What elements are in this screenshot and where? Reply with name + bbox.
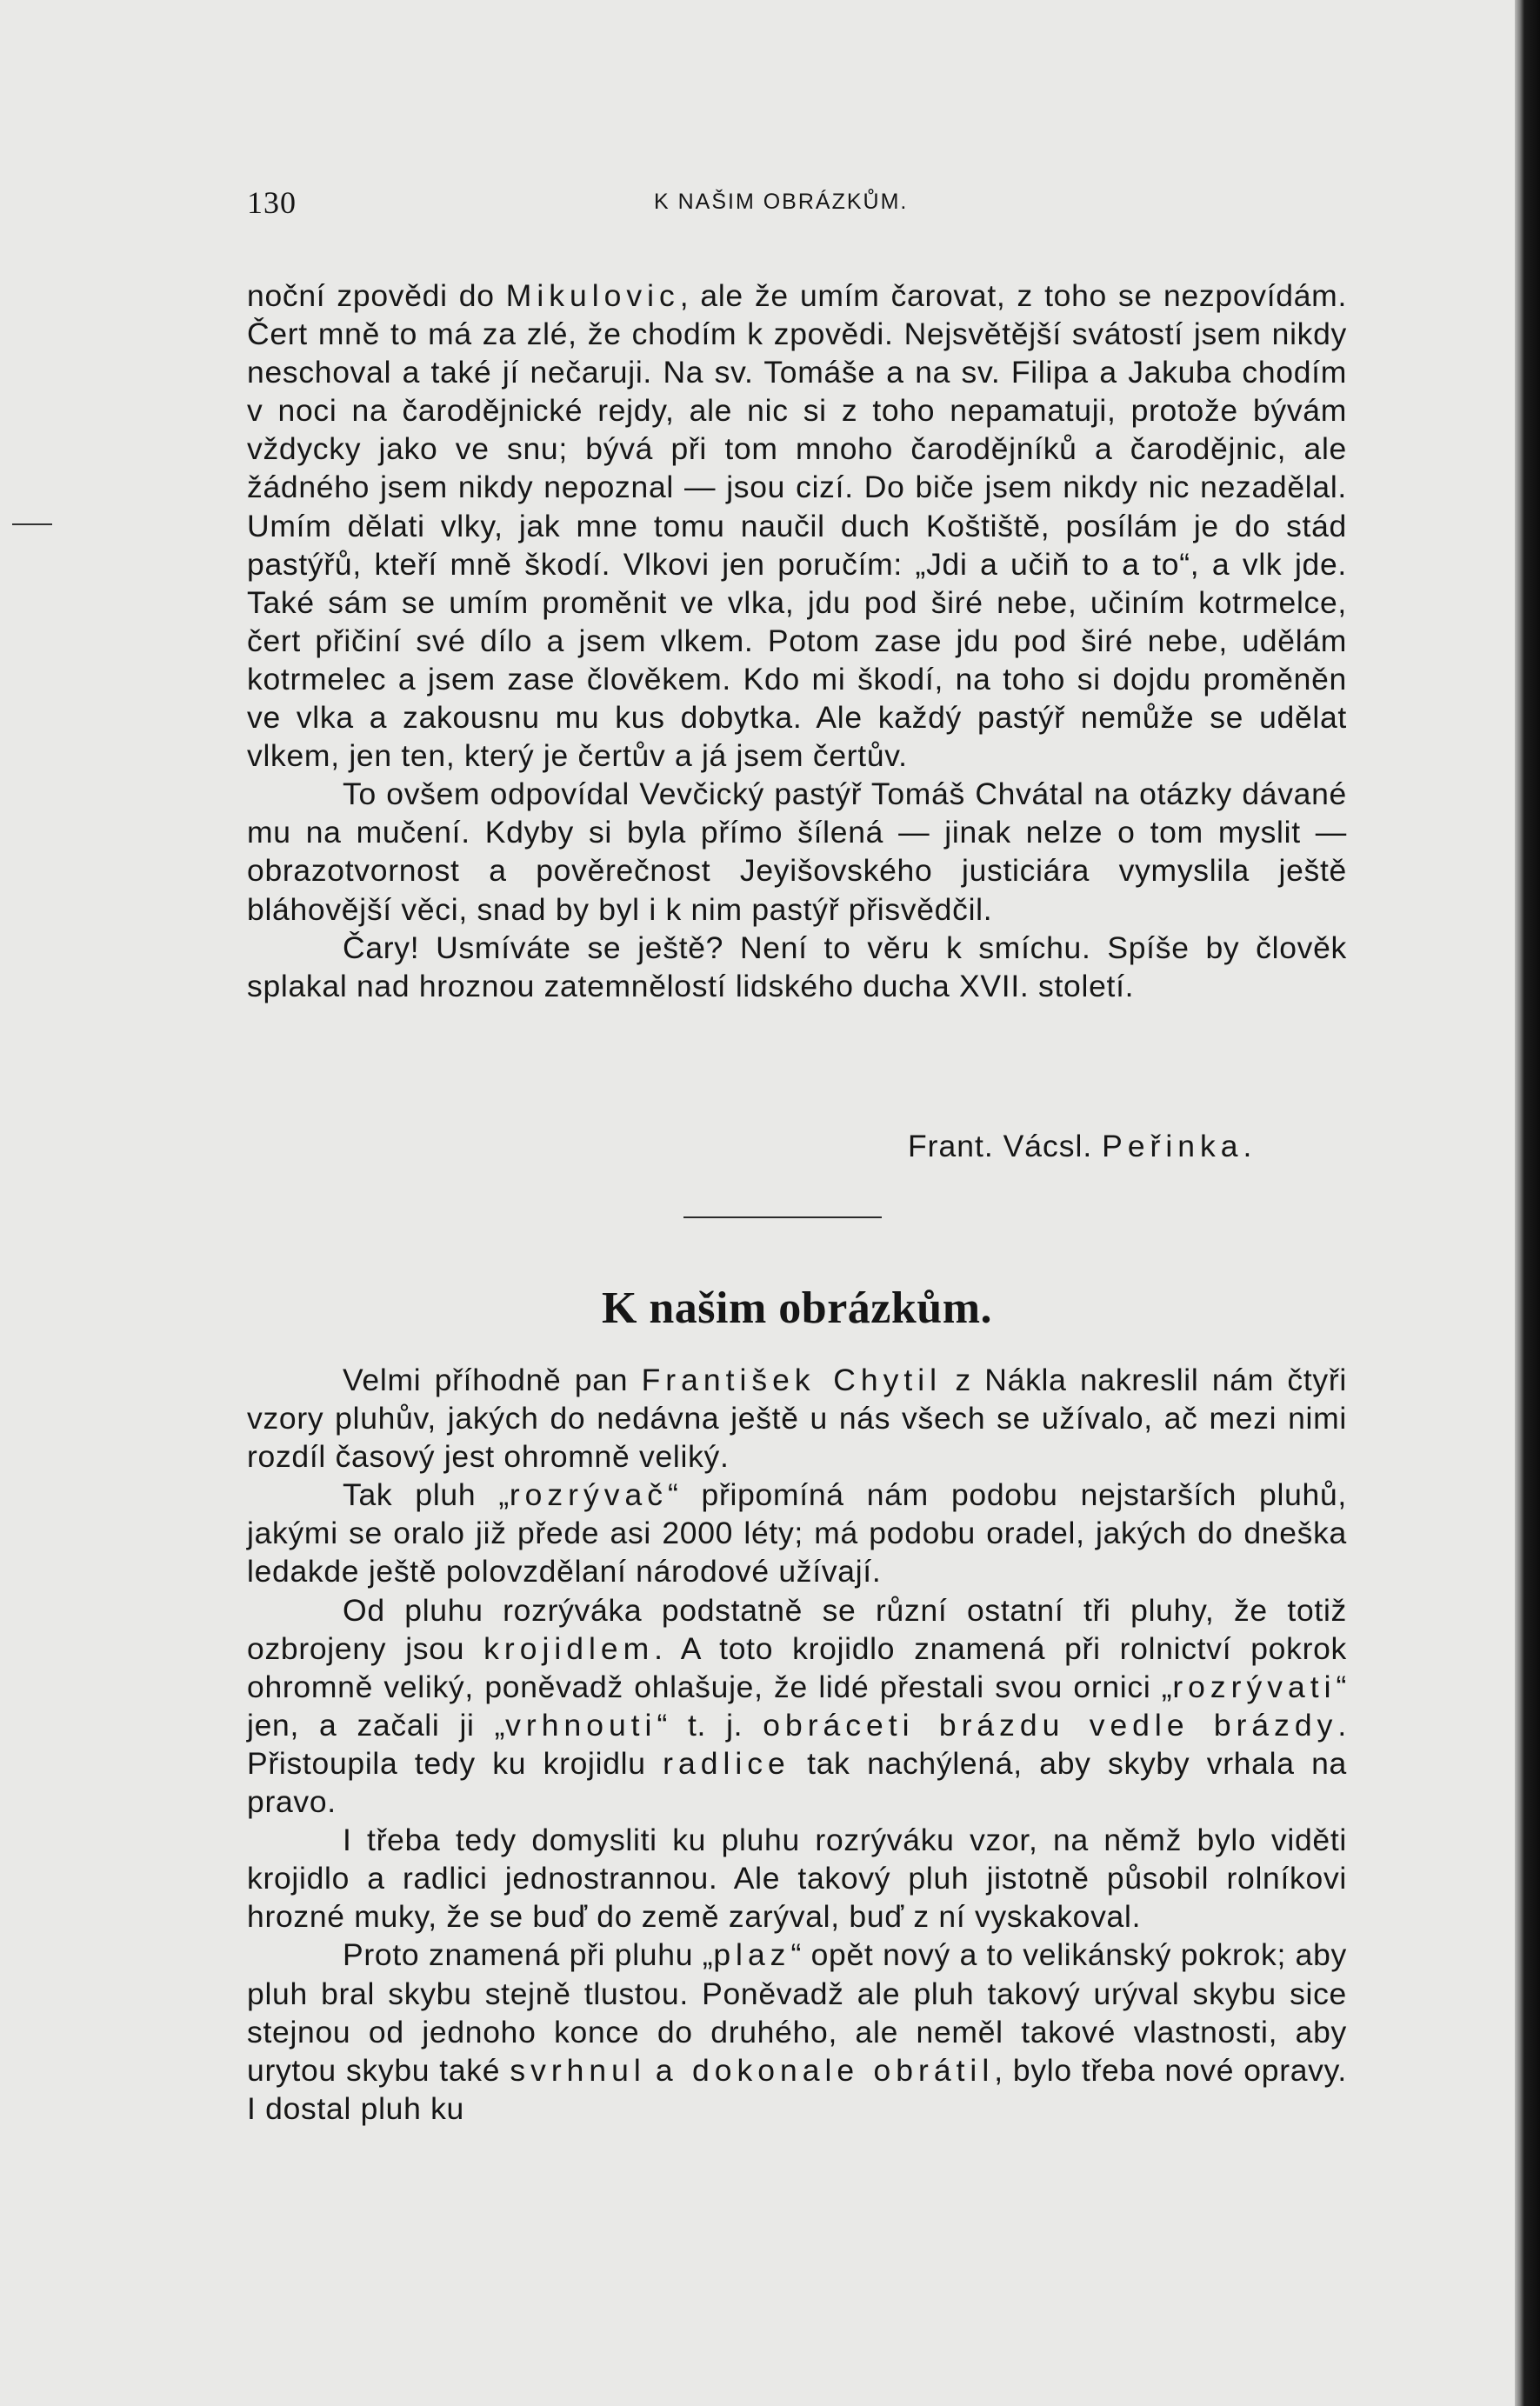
paragraph: To ovšem odpovídal Vevčický pastýř Tomáš Chvátal na otázky dávané mu na mučení. Kdyby si byla přímo šílená — jinak nelze o tom myslit — obrazotvornost a pověrečnost Jeyišovského justiciára vymyslila ještě bláhovější věci, snad by byl i k nim pastýř přisvědčil.	[247, 776, 1347, 927]
page-edge-shadow	[1515, 0, 1540, 2406]
section-title: K našim obrázkům.	[601, 1283, 993, 1333]
section-body	[247, 1361, 1347, 2128]
spaced-emphasis: a dokonale obrátil	[655, 2052, 995, 2088]
spaced-emphasis: radlice	[663, 1745, 790, 1781]
running-title: K NAŠIM OBRÁZKŮM.	[654, 190, 909, 214]
author-signature	[908, 1129, 1257, 1164]
spaced-emphasis: svrhnul	[510, 2052, 646, 2088]
article-ending	[247, 277, 1347, 1005]
section-divider	[683, 1216, 882, 1218]
spaced-emphasis: rozrývač	[509, 1477, 668, 1513]
paragraph: Od pluhu rozrýváka podstatně se různí ostatní tři pluhy, že totiž ozbrojeny jsou krojidlem. A toto krojidlo znamená při rolnictví pokrok ohromně veliký, poněvadž ohlašuje, že lidé přestali svou ornici „rozrývati“ jen, a začali ji „vrhnouti“ t. j. obráceti brázdu vedle brázdy. Přistoupila tedy ku krojidlu radlice tak nachýlená, aby skyby vrhala na pravo.	[247, 1592, 1347, 1820]
paragraph: Tak pluh „rozrývač“ připomíná nám podobu nejstarších pluhů, jakými se oralo již přede asi 2000 léty; má podobu oradel, jakých do dneška ledakde ještě polovzdělaní národové užívají.	[247, 1477, 1347, 1590]
running-head	[247, 184, 1347, 228]
spaced-emphasis: rozrývati	[1172, 1669, 1337, 1704]
paragraph: Velmi příhodně pan František Chytil z Nákla nakreslil nám čtyři vzory pluhův, jakých do nedávna ještě u nás všech se užívalo, ač mezi nimi rozdíl časový jest ohromně veliký.	[247, 1363, 1347, 1475]
spaced-emphasis: František Chytil	[641, 1363, 943, 1397]
paragraph: Proto znamená při pluhu „plaz“ opět nový a to velikánský pokrok; aby pluh bral skybu stejně tlustou. Poněvadž ale pluh takový urýval skybu sice stejnou od jednoho konce do druhého, ale neměl takové vlastnosti, aby urytou skybu také svrhnul a dokonale obrátil, bylo třeba nové opravy. I dostal pluh ku	[247, 1937, 1348, 2126]
spaced-emphasis: plaz	[713, 1937, 791, 1973]
paragraph: Čary! Usmíváte se ještě? Není to věru k smíchu. Spíše by člověk splakal nad hroznou zatemnělostí lidského ducha XVII. století.	[247, 930, 1347, 1003]
spaced-emphasis: vrhnouti	[505, 1707, 657, 1743]
page-number: 130	[247, 185, 297, 220]
paragraph: I třeba tedy domysliti ku pluhu rozrýváku vzor, na němž bylo viděti krojidlo a radlici jednostrannou. Ale takový pluh jistotně působil rolníkovi hrozné muky, že se buď do země zarýval, buď z ní vyskakoval.	[247, 1823, 1347, 1935]
spaced-emphasis: Mikulovic	[505, 278, 680, 313]
spaced-emphasis: obráceti brázdu vedle brázdy	[763, 1707, 1338, 1743]
signature-surname: Peřinka.	[1102, 1129, 1257, 1163]
spaced-emphasis: krojidlem	[483, 1630, 655, 1666]
margin-mark	[12, 523, 52, 525]
paragraph: noční zpovědi do Mikulovic, ale že umím čarovat, z toho se nezpovídám. Čert mně to má za zlé, že chodím k zpovědi. Nejsvětější svátostí jsem nikdy neschoval a také jí nečaruji. Na sv. Tomáše a na sv. Filipa a Jakuba chodím v noci na čarodějnické rejdy, ale nic si z toho nepamatuji, protože bývám vždycky jako ve snu; bývá při tom mnoho čarodějníků a čarodějnic, ale žádného jsem nikdy nepoznal — jsou cizí. Do biče jsem nikdy nic nezadělal. Umím dělati vlky, jak mne tomu naučil duch Koštiště, posílám je do stád pastýřů, kteří mně škodí. Vlkovi jen poručím: „Jdi a učiň to a to“, a vlk jde. Také sám se umím proměnit ve vlka, jdu pod širé nebe, učiním kotrmelce, čert přičiní své dílo a jsem vlkem. Potom zase jdu pod širé nebe, udělám kotrmelec a jsem zase člověkem. Kdo mi škodí, na toho si dojdu proměněn ve vlka a zakousnu mu kus dobytka. Ale každý pastýř nemůže se udělat vlkem, jen ten, který je čertův a já jsem čertův.	[247, 278, 1348, 774]
signature-name: Frant. Vácsl.	[908, 1129, 1093, 1163]
